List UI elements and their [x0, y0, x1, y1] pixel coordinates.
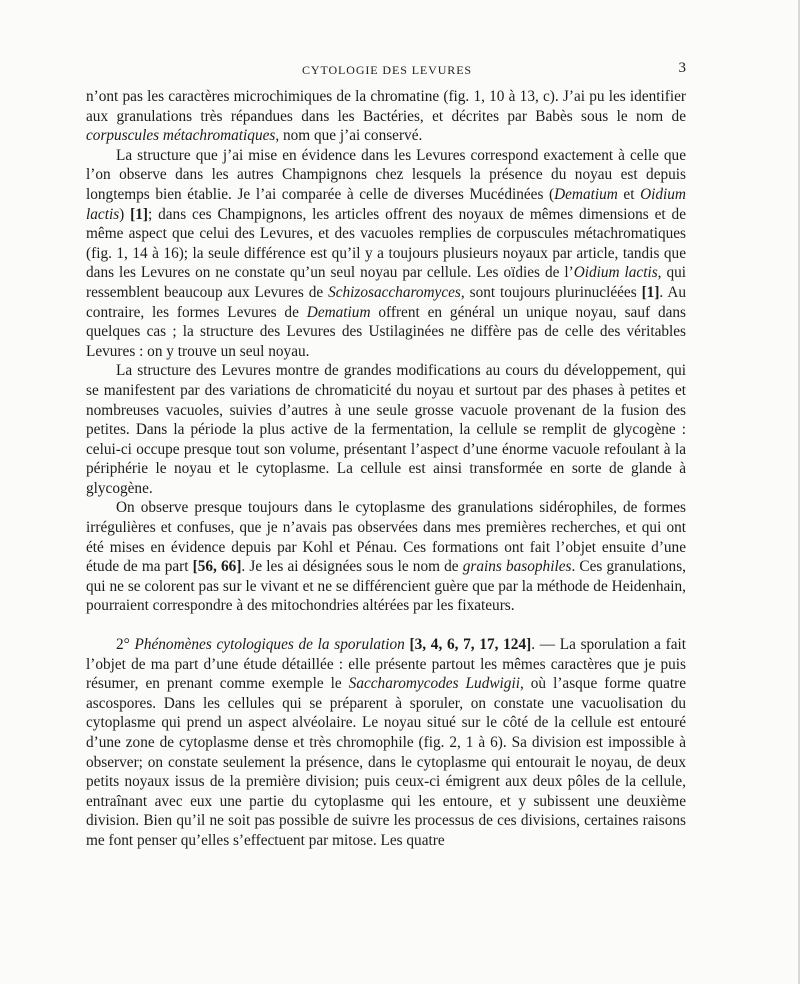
- paragraph-continuation: [86, 87, 686, 146]
- page-number: 3: [678, 60, 686, 76]
- italic-term: Oidium lactis: [86, 185, 686, 223]
- text-run: La structure que j’ai mise en évidence dans les Levures correspond exactement à celle que l’on observe dans les autres Champignons chez lesquels la présence du noyau est depuis longtemps bien établie. Je l’ai comparée à celle de diverses Mucédinées (: [86, 146, 686, 203]
- italic-term: Schizosaccharomyces: [328, 283, 461, 301]
- text-run: , qui ressemblent beaucoup aux Levures de: [86, 264, 686, 301]
- bibliography-reference: [1]: [130, 205, 148, 223]
- text-run: . Ces granulations, qui ne se colorent pas sur le vivant et ne se différencient guère que par la méthode de Heidenhain, pourraient correspondre à des mitochondries altérées par les fixateurs.: [86, 558, 686, 615]
- italic-term: Saccharomycodes Ludwigii: [348, 675, 520, 693]
- text-run: . Au contraire, les formes Levures de: [86, 283, 687, 321]
- running-title: CYTOLOGIE DES LEVURES: [301, 63, 472, 77]
- italic-term: Oidium lactis: [573, 264, 658, 282]
- bibliography-reference: [1]: [641, 283, 660, 301]
- text-run: 2°: [116, 636, 135, 654]
- italic-term: Phénomènes cytologiques de la sporulation: [134, 636, 405, 654]
- text-run: , nom que j’ai conservé.: [275, 127, 423, 145]
- paragraph-sporulation: [86, 635, 686, 851]
- text-run: . — La sporulation a fait l’objet de ma part d’une étude détaillée : elle présente partout les mêmes caractères que je puis résumer, en prenant comme exemple le: [86, 636, 686, 693]
- text-run: n’ont pas les caractères microchimiques de la chromatine (fig. 1, 10 à 13, c). J’ai pu les identifier aux granulations très répandues dans les Bactéries, et décrites par Babès sous le nom de: [86, 88, 686, 125]
- text-run: ; dans ces Champignons, les articles offrent des noyaux de mêmes dimensions et de même aspect que celui des Levures, et des vacuoles remplies de corpuscules métachromatiques (fig. 1, 14 à 16); la seule différence est qu’il y a toujours plusieurs noyaux par article, tandis que dans les Levures on ne constate qu’un seul noyau par cellule. Les oïdies de l’: [86, 205, 686, 282]
- text-run: , sont toujours plurinucléées: [460, 283, 642, 301]
- text-run: ): [119, 205, 131, 223]
- bibliography-reference: [56, 66]: [192, 558, 242, 576]
- paragraph-siderophile-granules: [86, 498, 686, 616]
- text-run: et: [617, 185, 641, 203]
- text-run: . Je les ai désignées sous le nom de: [241, 558, 463, 576]
- running-header: [88, 60, 686, 80]
- italic-term: Dematium: [306, 303, 371, 321]
- italic-term: Dematium: [554, 185, 618, 203]
- text-run: On observe presque toujours dans le cytoplasme des granulations sidérophiles, de formes irrégulières et confuses, que je n’avais pas observées dans mes premières recherches, et qui ont été mises en évidence depuis par Kohl et Pénau. Ces formations ont fait l’objet ensuite d’une étude de ma part: [86, 499, 686, 576]
- bibliography-reference: [3, 4, 6, 7, 17, 124]: [409, 636, 532, 654]
- paragraph-development: [86, 361, 686, 498]
- text-run: , où l’asque forme quatre ascospores. Dans les cellules qui se préparent à sporuler, on constate une vacuolisation du cytoplasme qui prend un aspect alvéolaire. Le noyau situé sur le côté de la cellule est entouré d’une zone de cytoplasme dense et très chromophile (fig. 2, 1 à 6). Sa division est impossible à observer; on constate seulement la présence, dans le cytoplasme qui entourait le noyau, de deux petits noyaux issus de la première division; puis ceux-ci émigrent aux deux pôles de la cellule, entraînant avec eux une partie du cytoplasme qui les entoure, et y subissent une deuxième division. Bien qu’il ne soit pas possible de suivre les processus de ces divisions, certaines raisons me font penser qu’elles s’effectuent par mitose. Les quatre: [86, 675, 686, 849]
- paragraph-structure-comparison: [86, 146, 686, 362]
- italic-term: grains basophiles: [462, 558, 572, 576]
- italic-term: corpuscules métachromatiques: [86, 127, 276, 145]
- text-run: La structure des Levures montre de grandes modifications au cours du développement, qui se manifestent par des variations de chromaticité du noyau et surtout par des phases à petites et nombreuses vacuoles, suivies d’autres à une seule grosse vacuole provenant de la fusion des petites. Dans la période la plus active de la fermentation, la cellule se remplit de glycogène : celui-ci occupe presque tout son volume, présentant l’aspect d’une énorme vacuole refoulant à la périphérie le noyau et le cytoplasme. La cellule est ainsi transformée en sorte de glande à glycogène.: [86, 362, 686, 497]
- body-text: [86, 87, 686, 851]
- text-run: offrent en général un unique noyau, sauf dans quelques cas ; la structure des Levures des Ustilaginées ne diffère pas de celle des véritables Levures : on y trouve un seul noyau.: [86, 303, 686, 360]
